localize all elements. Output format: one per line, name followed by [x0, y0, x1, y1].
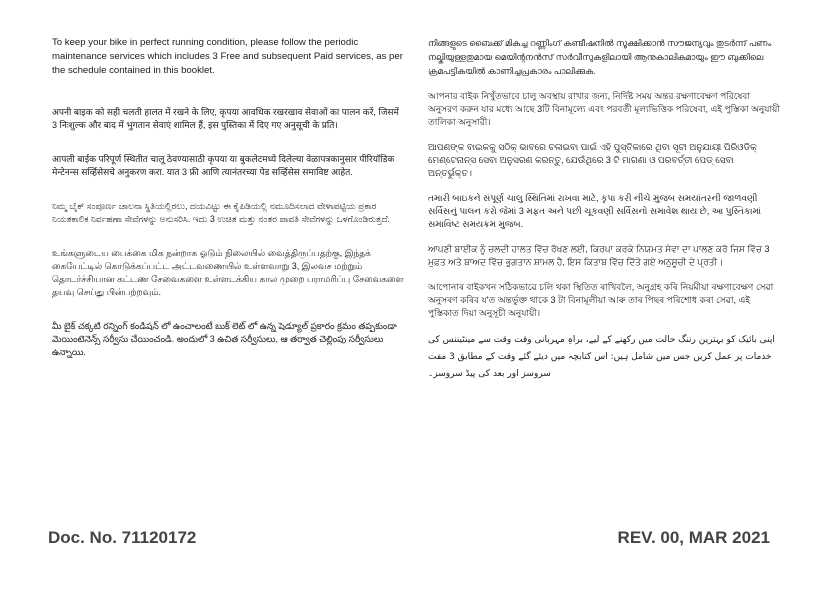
marathi-paragraph: आपली बाईक परिपूर्ण स्थितीत चालू ठेवण्यासाठी कृपया या बुकलेटमध्ये दिलेल्या वेळापत्रकानुसार पीरियॉडिक मेन्टेनन्स सर्व्हिसेसचे अनुकरण करा. यात 3 फ्री आणि त्यानंतरच्या पेड सर्व्हिसेस समाविष्ट आहेत.: [52, 154, 395, 177]
malayalam-paragraph: നിങ്ങളുടെ ബൈക്ക് മികച്ച റണ്ണിംഗ് കണ്ടീഷനിൽ സൂക്ഷിക്കാൻ സൗജന്യവും തുടർന്ന് പണം നല്കിയുള്ളതുമായ മെയിന്റനൻസ് സർവീസുകളിലായി ആനുകാലികമായും ഈ ബുക്കിലെ ക്രമപട്ടികയിൽ കാണിച്ചപ്രകാരം പാലിക്കുക.: [428, 38, 772, 76]
tamil-paragraph: உங்களுடைய பைக்கை மிக நன்றாக ஓடும் நிலையில் வைத்திருப்பதற்கு, இந்தக் கையேட்டில் கொடுக்கப்பட்ட அட்டவணையில் உள்ளவாறு 3, இலவச மற்றும் தொடர்ச்சியான கட்டண சேவைகளை உள்ளடக்கிய கால முறை பராமரிப்பு சேவைகளை தயவு செய்து பின்பற்றவும்.: [52, 248, 404, 297]
telugu-paragraph: మీ బైక్ చక్కటి రన్నింగ్ కండిషన్ లో ఉంచాలంటే బుక్ లెట్ లో ఉన్న షెడ్యూల్ ప్రకారం క్రమం తప్పకుండా మెయింటెనెన్స్ సర్వీసు చేయించండి. అందులో 3 ఉచిత సర్వీసులు, ఆ తర్వాత చెల్లింపు సర్వీసులు ఉన్నాయి.: [52, 321, 397, 357]
revision-label: REV. 00, MAR 2021: [617, 528, 770, 547]
odia-paragraph: ଆପଣଙ୍କ ବାଇକକୁ ସଠିକ୍ ଭାବରେ ଚଳାଇବା ପାଇଁ ଏହି ପୁସ୍ତିକାରେ ଥିବା ସୂଚୀ ଅନୁଯାୟୀ ପିରିଓଡିକ୍ ମେଣ୍ଟେନାନ୍ସ ସେବା ଅନୁସରଣ କରନ୍ତୁ, ଯେଉଁଥିରେ 3 ଟି ମାଗଣା ଓ ପରବର୍ତ୍ତୀ ପେଡ୍ ସେବା ଅନ୍ତର୍ଭୁକ୍ତ।: [428, 142, 757, 178]
left-column: [52, 36, 404, 380]
bengali-paragraph: আপনার বাইক নিখুঁতভাবে চালু অবস্থায় রাখার জন্য, নির্দিষ্ট সময় অন্তর রক্ষণাবেক্ষণ পরিষেবা অনুসরণ করুন যার মধ্যে আছে 3টি বিনামূল্যে এবং পরবর্তী মূল্যভিত্তিক পরিষেবা, এই পুস্তিকা অনুযায়ী তালিকা অনুসারী।: [428, 91, 780, 127]
right-column: [428, 36, 780, 395]
document-number: Doc. No. 71120172: [48, 528, 197, 547]
gujarati-paragraph: તમારી બાઇકને સંપૂર્ણ ચાલુ સ્થિતિમાં રાખવા માટે, કૃપા કરી નીચે મુજબ સમયાંતરની જાળવણી સર્વિસનું પાલન કરો જેમાં 3 મફત અને પછી ચૂકવણી સર્વિસનો સમાવેશ થાય છે, આ પુસ્તિકામાં સમાવિષ્ટ સમયક્રમ મુજબ.: [428, 193, 762, 229]
urdu-paragraph: اپنی بائیک کو بہترین رننگ حالت میں رکھنے کے لیے، براہِ مہربانی وقت وقت سے مینٹیننس کی خدمات پر عمل کریں جس میں شامل ہیں: اس کتابچہ میں دیئے گئے وقت کے مطابق 3 مفت سروسز اور بعد کی پیڈ سروسز۔: [428, 335, 775, 379]
punjabi-paragraph: ਆਪਣੀ ਬਾਈਕ ਨੂੰ ਚਲਦੀ ਹਾਲਤ ਵਿੱਚ ਰੱਖਣ ਲਈ, ਕਿਰਪਾ ਕਰਕੇ ਨਿਯਮਤ ਸੇਵਾ ਦਾ ਪਾਲਣ ਕਰੋ ਜਿਸ ਵਿੱਚ 3 ਮੁਫ਼ਤ ਅਤੇ ਬਾਅਦ ਵਿੱਚ ਭੁਗਤਾਨ ਸ਼ਾਮਲ ਹੈ, ਇਸ ਕਿਤਾਬ ਵਿੱਚ ਦਿੱਤੇ ਗਏ ਅਨੁਸੂਚੀ ਦੇ ਪ੍ਰਤੀ।: [428, 244, 770, 267]
assamese-paragraph: আপোনাৰ বাইকখন সঠিকভাৱে চলি থকা স্থিতিত ৰাখিবলৈ, অনুগ্ৰহ কৰি নিয়মীয়া ৰক্ষণাবেক্ষণ সেৱা অনুসৰণ কৰিব য'ত অন্তৰ্ভুক্ত থাকে 3 টা বিনামূলীয়া আৰু তাৰ পিছৰ পৰিশোধ কৰা সেৱা, এই পুস্তিকাত দিয়া অনুসূচী অনুযায়ী।: [428, 282, 774, 318]
hindi-paragraph: अपनी बाइक को सही चलती हालत में रखने के लिए, कृपया आवधिक रखरखाव सेवाओं का पालन करें, जिसमें 3 निःशुल्क और बाद में भुगतान सेवाएं शामिल हैं, इस पुस्तिका में दिए गए अनुसूची के प्रति।: [52, 107, 399, 130]
english-paragraph: To keep your bike in perfect running condition, please follow the periodic maintenance services which includes 3 Free and subsequent Paid services, as per the schedule contained in this booklet.: [52, 37, 403, 76]
kannada-paragraph: ನಿಮ್ಮ ಬೈಕ್ ಸಂಪೂರ್ಣ ಚಾಲನಾ ಸ್ಥಿತಿಯಲ್ಲಿರಲು, ದಯವಿಟ್ಟು ಈ ಕೈಪಿಡಿಯಲ್ಲಿ ನಮೂದಿಸಲಾದ ವೇಳಾಪಟ್ಟಿಯ ಪ್ರಕಾರ ನಿಯತಕಾಲಿಕ ನಿರ್ವಹಣಾ ಸೇವೆಗಳನ್ನು ಅನುಸರಿಸಿ. ಇದು 3 ಉಚಿತ ಮತ್ತು ನಂತರ ಪಾವತಿ ಸೇವೆಗಳನ್ನು ಒಳಗೊಂಡಿರುತ್ತದೆ.: [52, 201, 391, 224]
